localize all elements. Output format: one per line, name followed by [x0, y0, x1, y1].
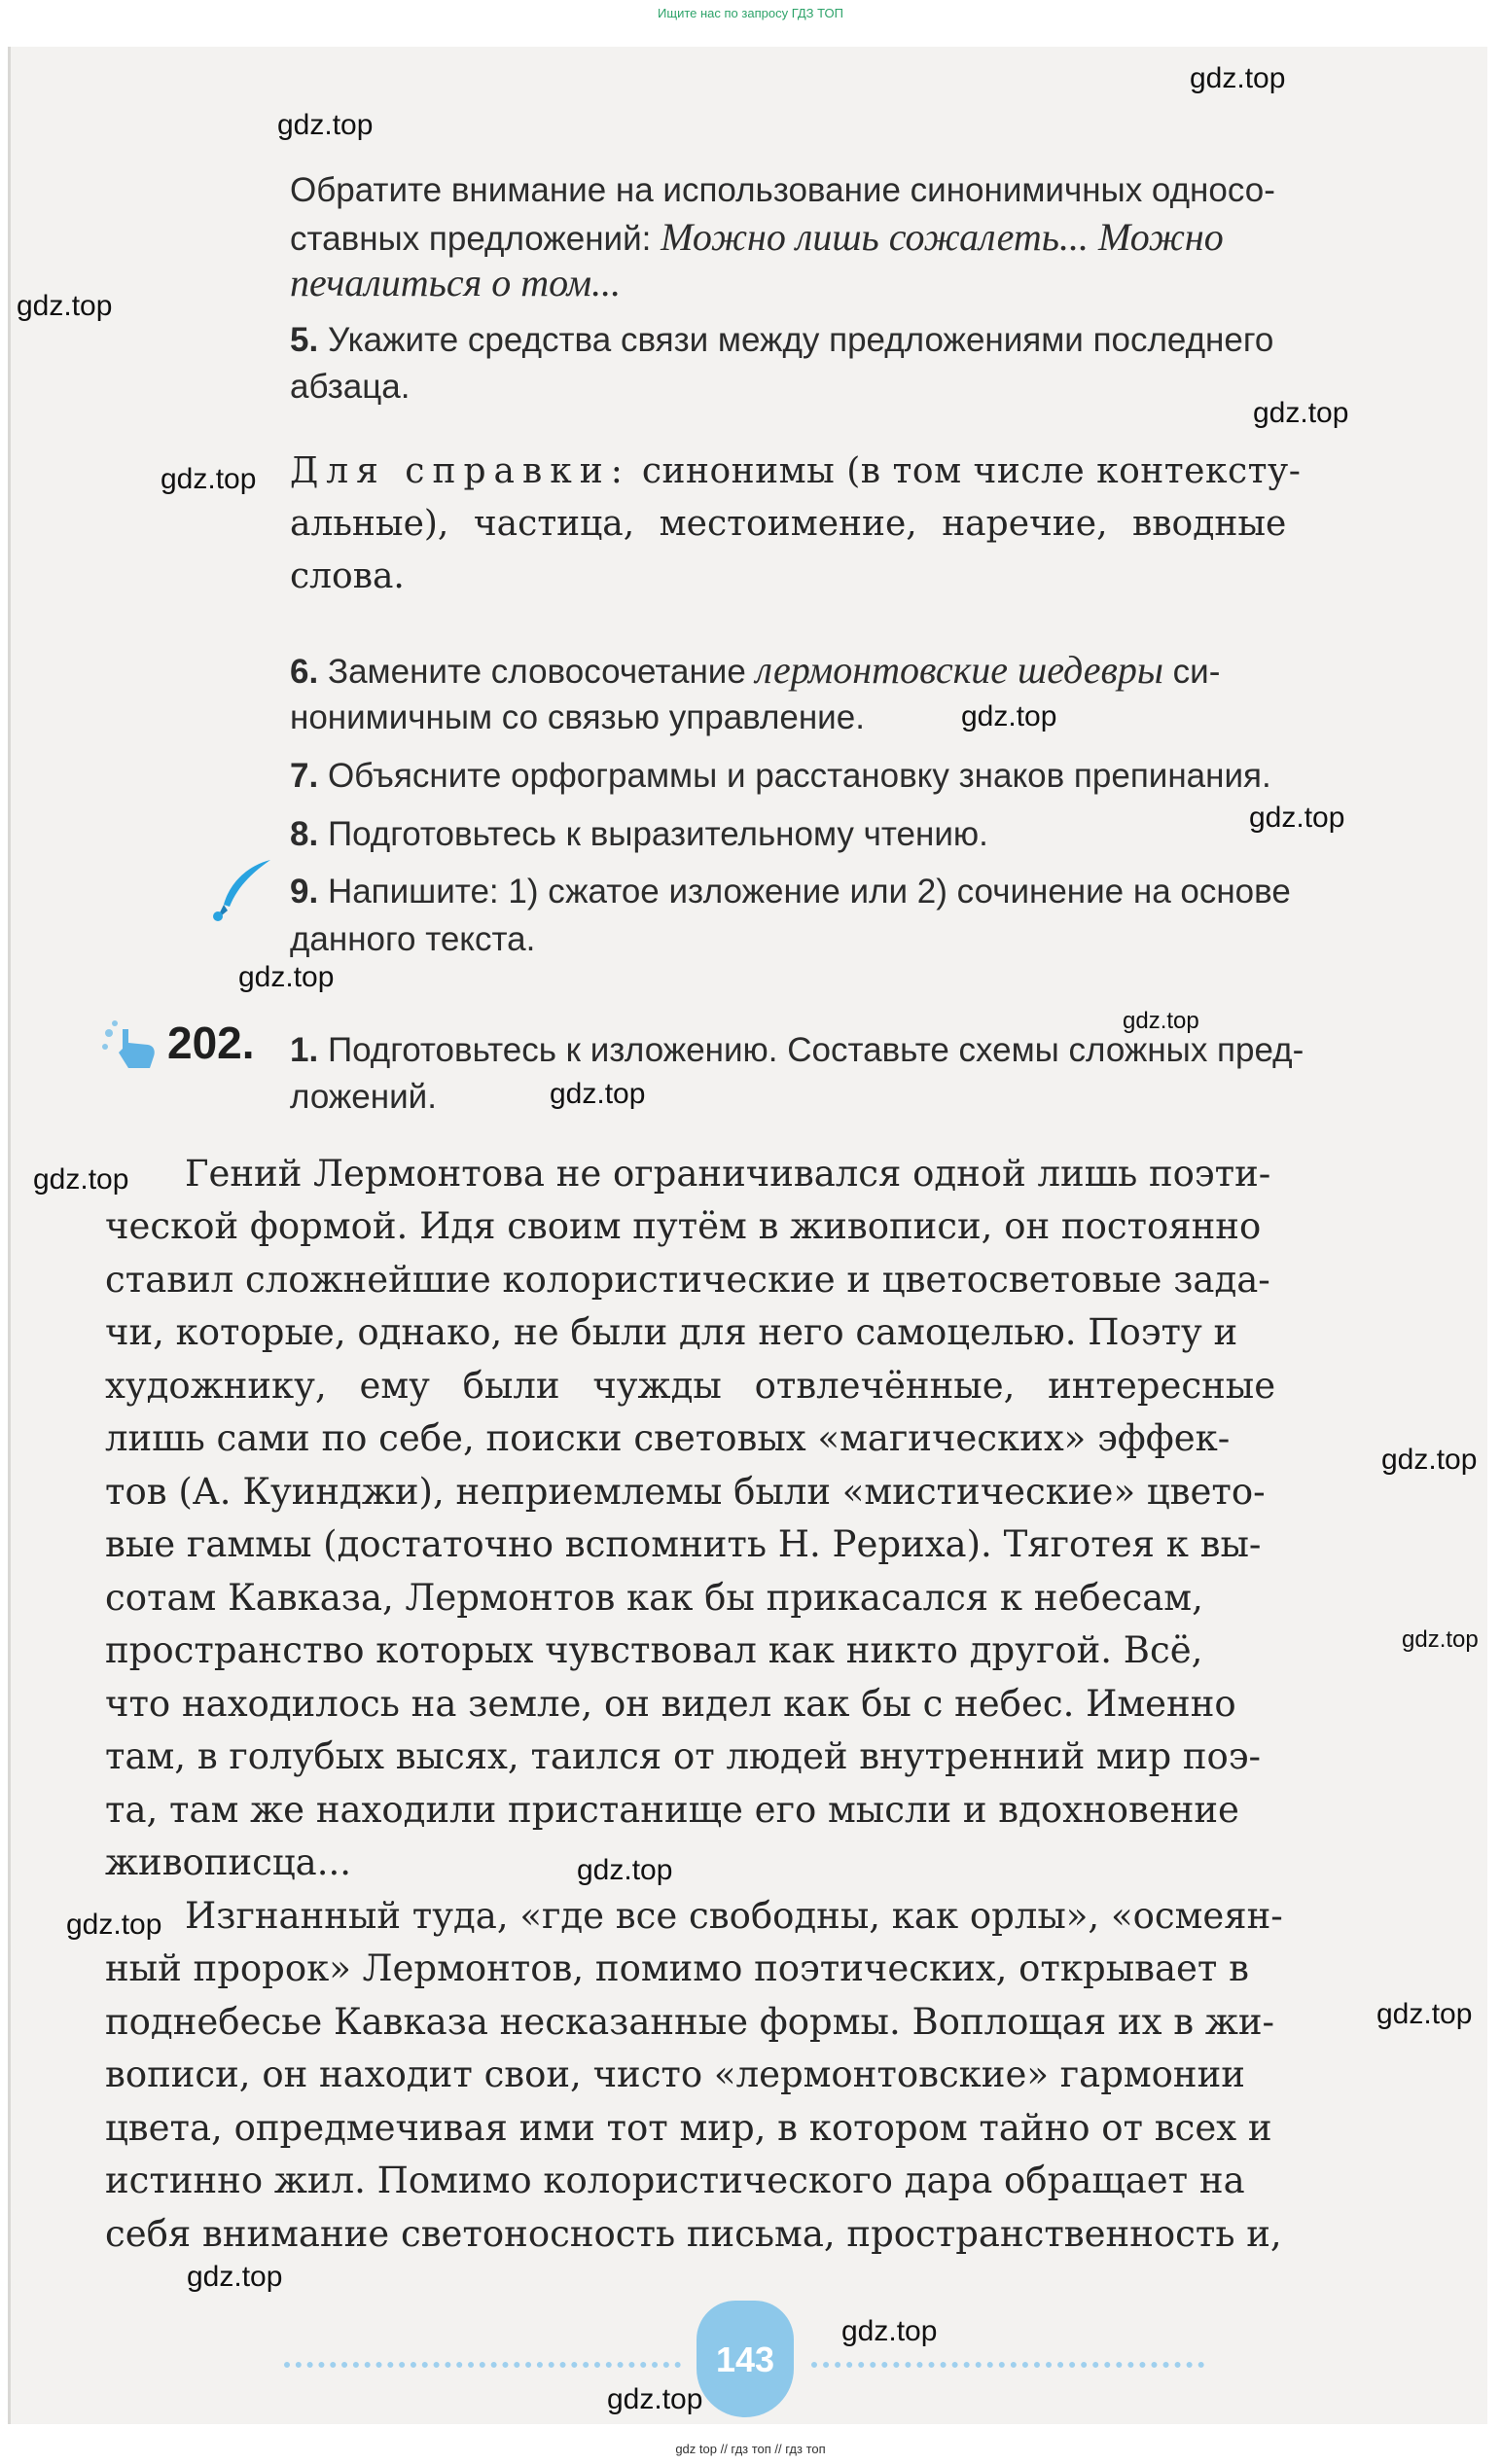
task-6-line-2: нонимичным со связью управление. — [290, 698, 865, 736]
exercise-number: 202. — [167, 1018, 255, 1068]
text-line-2: ческой формой. Идя своим путём в живописи, он постоянно — [105, 1205, 1262, 1247]
quill-pen-icon — [208, 856, 274, 924]
watermark: gdz.top — [66, 1909, 162, 1941]
watermark: gdz.top — [1376, 1998, 1473, 2030]
watermark: gdz.top — [33, 1163, 129, 1196]
task-5-line-1: 5. Укажите средства связи между предложениями последнего — [290, 321, 1274, 359]
exercise-task-line-2: ложений. — [290, 1078, 437, 1116]
attention-line-1: Обратите внимание на использование синонимичных односо- — [290, 171, 1275, 209]
page-number-badge — [697, 2301, 794, 2417]
watermark: gdz.top — [277, 109, 374, 141]
watermark: gdz.top — [1190, 62, 1286, 94]
text-line-14: живописца... — [105, 1841, 351, 1883]
hand-pointer-icon — [101, 1019, 158, 1070]
dotted-line-left — [284, 2362, 681, 2368]
attention-line-2: ставных предложений: Можно лишь сожалеть... Можно — [290, 215, 1224, 259]
text-line-11: что находилось на земле, он видел как бы с небес. Именно — [105, 1683, 1236, 1725]
text-line-16: ный пророк» Лермонтов, помимо поэтических, открывает в — [105, 1947, 1249, 1989]
watermark: gdz.top — [1249, 802, 1345, 834]
text-line-18: вописи, он находит свои, чисто «лермонтовские» гармонии — [105, 2053, 1245, 2095]
text-line-10: пространство которых чувствовал как никто другой. Всё, — [105, 1629, 1203, 1671]
task-8: 8. Подготовьтесь к выразительному чтению. — [290, 815, 988, 853]
watermark: gdz.top — [550, 1078, 646, 1110]
dotted-line-right — [811, 2362, 1204, 2368]
watermark: gdz.top — [577, 1854, 673, 1886]
watermark: gdz.top — [17, 290, 113, 322]
task-5-line-2: абзаца. — [290, 368, 411, 406]
watermark: gdz.top — [161, 463, 257, 495]
watermark: gdz.top — [1123, 1008, 1199, 1034]
top-note: Ищите нас по запросу ГДЗ ТОП — [658, 6, 843, 20]
text-line-7: тов (А. Куинджи), неприемлемы были «мистические» цвето- — [105, 1471, 1266, 1513]
reference-line-2: альные), частица, местоимение, наречие, вводные — [290, 504, 1287, 544]
watermark: gdz.top — [961, 700, 1057, 732]
task-9-line-2: данного текста. — [290, 920, 536, 958]
watermark: gdz.top — [187, 2261, 283, 2293]
text-line-21: себя внимание светоносность письма, пространственность и, — [105, 2213, 1282, 2255]
page-number: 143 — [715, 2339, 775, 2379]
exercise-task-line-1: 1. Подготовьтесь к изложению. Составьте схемы сложных пред- — [290, 1031, 1304, 1069]
text-line-19: цвета, опредмечивая ими тот мир, в котором тайно от всех и — [105, 2107, 1272, 2149]
watermark: gdz.top — [238, 961, 335, 993]
text-line-8: вые гаммы (достаточно вспомнить Н. Рериха). Тяготея к вы- — [105, 1523, 1262, 1565]
text-line-6: лишь сами по себе, поиски световых «магических» эффек- — [105, 1417, 1231, 1459]
text-line-13: та, там же находили пристанище его мысли и вдохновение — [105, 1789, 1239, 1831]
text-line-4: чи, которые, однако, не были для него самоцелью. Поэту и — [105, 1311, 1238, 1353]
watermark: gdz.top — [1402, 1626, 1479, 1653]
task-6-line-1: 6. Замените словосочетание лермонтовские шедевры си- — [290, 648, 1221, 692]
reference-line-3: слова. — [290, 556, 405, 596]
text-line-17: поднебесье Кавказа несказанные формы. Воплощая их в жи- — [105, 2001, 1275, 2043]
watermark: gdz.top — [1253, 397, 1349, 429]
text-line-15: Изгнанный туда, «где все свободны, как орлы», «осмеян- — [185, 1895, 1283, 1937]
text-line-1: Гений Лермонтова не ограничивался одной лишь поэти- — [185, 1153, 1271, 1195]
reference-line-1: Для справки: синонимы (в том числе контексту- — [290, 451, 1302, 491]
bottom-note: gdz top // гдз топ // гдз топ — [675, 2442, 826, 2456]
watermark: gdz.top — [607, 2383, 703, 2415]
task-7: 7. Объясните орфограммы и расстановку знаков препинания. — [290, 757, 1271, 795]
text-line-12: там, в голубых высях, таился от людей внутренний мир поэ- — [105, 1735, 1262, 1777]
watermark: gdz.top — [1381, 1444, 1478, 1476]
text-line-3: ставил сложнейшие колористические и цветосветовые зада- — [105, 1259, 1270, 1301]
attention-line-3: печалиться о том... — [290, 261, 622, 304]
watermark: gdz.top — [841, 2315, 938, 2347]
text-line-5: художнику, ему были чужды отвлечённые, интересные — [105, 1365, 1276, 1407]
text-line-20: истинно жил. Помимо колористического дара обращает на — [105, 2160, 1245, 2201]
text-line-9: сотам Кавказа, Лермонтов как бы прикасался к небесам, — [105, 1577, 1203, 1619]
task-9-line-1: 9. Напишите: 1) сжатое изложение или 2) сочинение на основе — [290, 873, 1291, 911]
